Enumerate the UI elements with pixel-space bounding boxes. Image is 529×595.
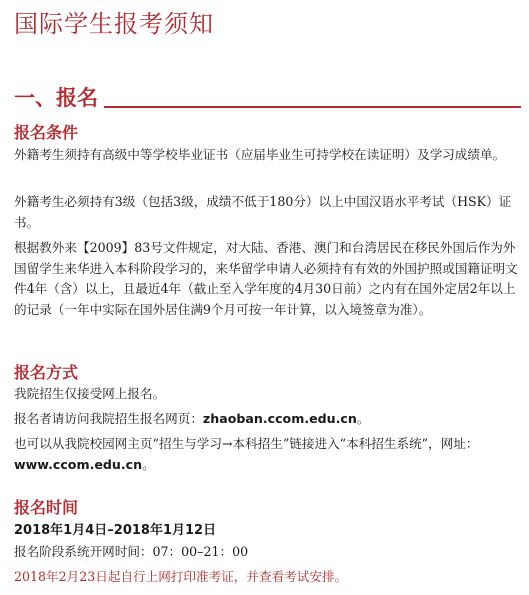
section-heading-registration: [14, 82, 521, 112]
conditions-paragraph-3: 根据教外来【2009】83号文件规定，对大陆、香港、澳门和台湾居民在移民外国后作为外国留学生来华进入本科阶段学习的，来华留学申请人必须持有有效的外国护照或国籍证明文件4年（含）以上，且最近4年（截止至入学年度的4月30日前）之内有在国外定居2年以上的记录（一年中实际在国外居住满9个月可按一年计算，以入境签章为准）。: [14, 240, 518, 317]
page-title: 国际学生报考须知: [14, 10, 214, 38]
subheading-method: 报名方式: [14, 363, 79, 382]
method-paragraph-1: 我院招生仅接受网上报名。: [14, 386, 166, 401]
method-text-suffix: 。: [356, 411, 370, 426]
method-text-prefix: 报名者请访问我院招生报名网页：: [14, 411, 203, 426]
subheading-conditions: 报名条件: [14, 123, 79, 142]
registration-url-link[interactable]: zhaoban.ccom.edu.cn: [202, 411, 357, 426]
section-heading-text: 一、报名: [14, 86, 98, 110]
method-paragraph-2: [14, 409, 519, 430]
method-text-suffix: 。: [142, 456, 155, 472]
heading-rule: [104, 106, 521, 108]
subheading-time: 报名时间: [14, 498, 79, 517]
conditions-paragraph-1: 外籍考生须持有高级中等学校毕业证书（应届毕业生可持学校在读证明）及学习成绩单。: [14, 147, 506, 162]
method-paragraph-3: [14, 434, 519, 475]
homepage-url-link[interactable]: www.ccom.edu.cn: [14, 456, 143, 472]
admission-ticket-notice: 2018年2月23日起自行上网打印准考证，并查看考试安排。: [14, 569, 348, 584]
conditions-paragraph-2: 外籍考生必须持有3级（包括3级，成绩不低于180分）以上中国汉语水平考试（HSK）证书。: [14, 194, 512, 230]
method-text-prefix: 也可以从我院校园网主页“招生与学习→本科招生”链接进入“本科招生系统”，网址：: [14, 436, 479, 451]
system-open-hours: 报名阶段系统开网时间：07：00–21：00: [14, 544, 249, 559]
registration-dates: 2018年1月4日–2018年1月12日: [14, 523, 217, 538]
